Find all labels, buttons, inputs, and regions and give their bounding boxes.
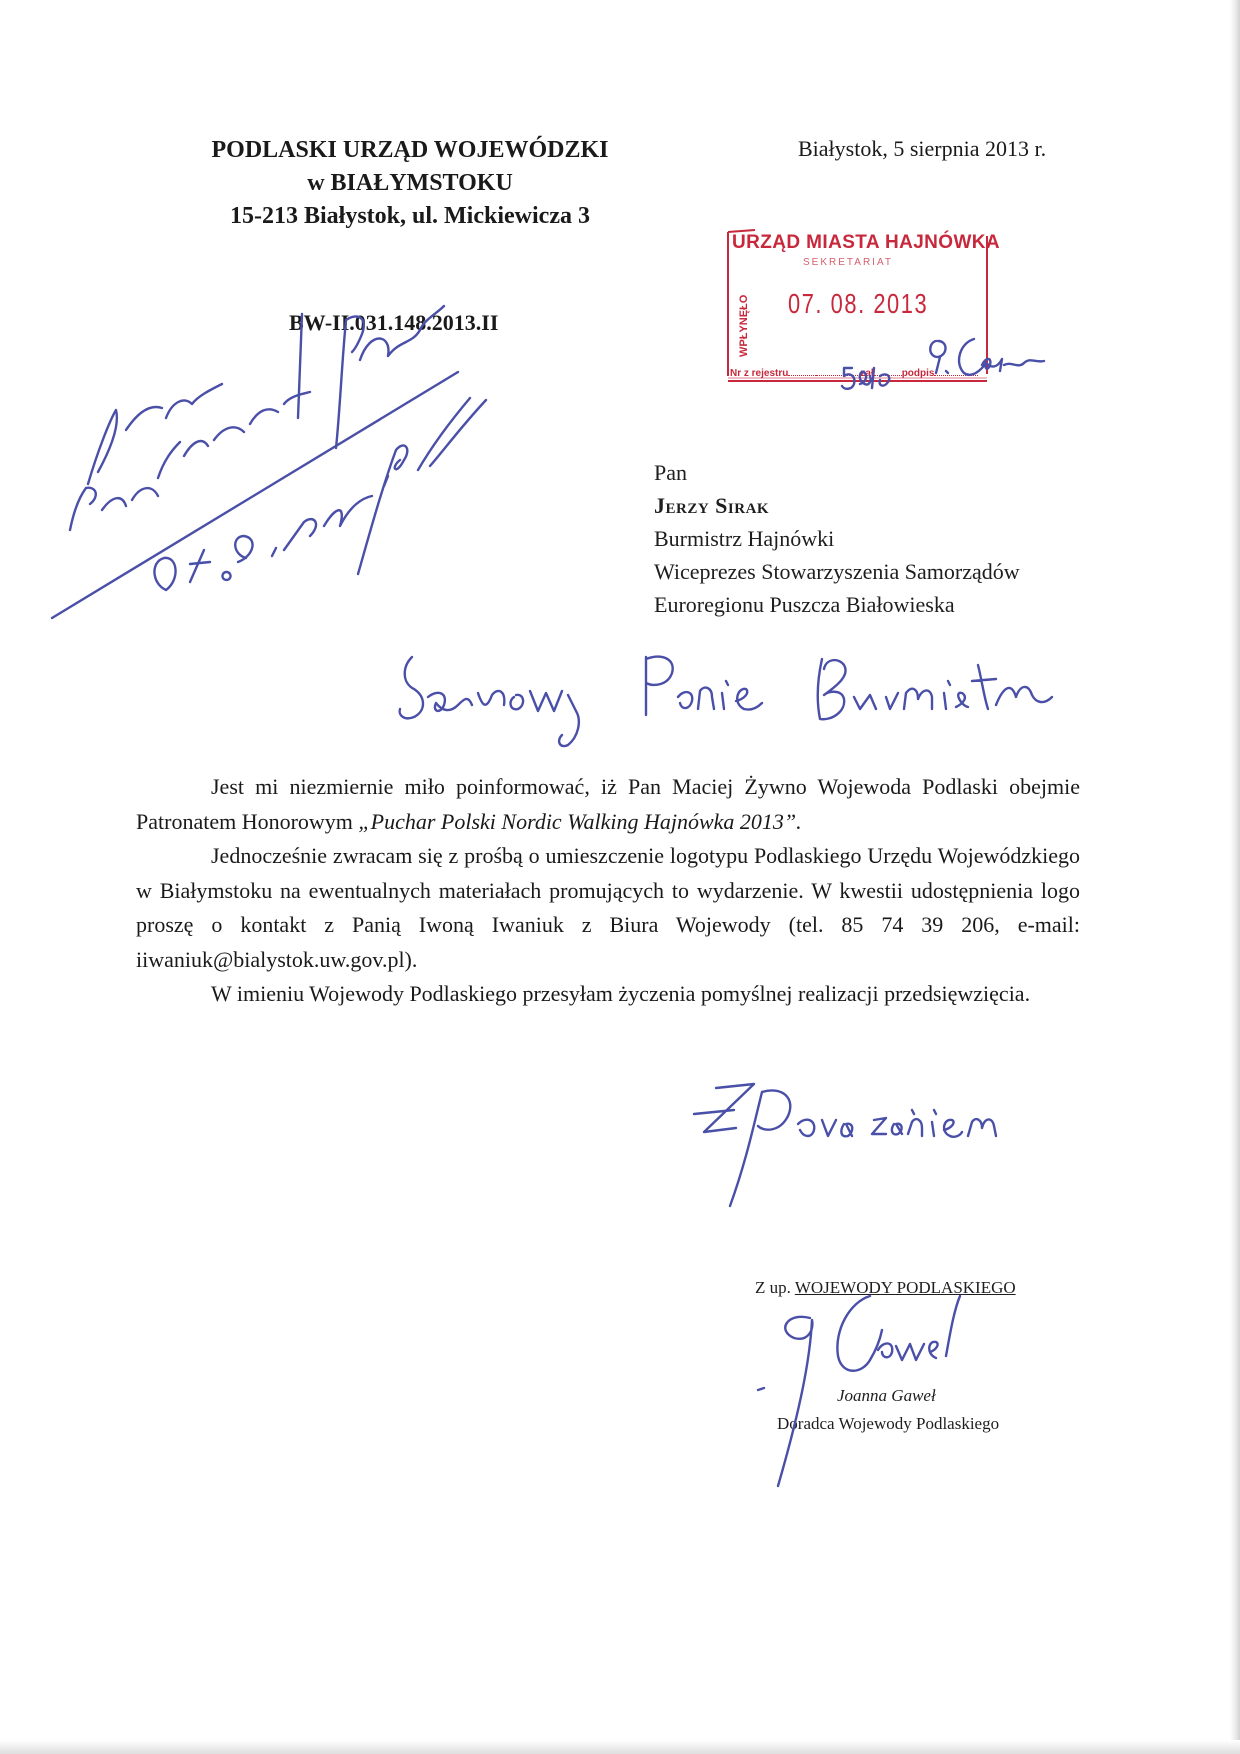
stamp-signature-label: podpis [901, 368, 935, 379]
sender-header [160, 134, 660, 233]
on-behalf-prefix: Z up. [755, 1278, 795, 1297]
addressee-block [654, 456, 1020, 621]
on-behalf-name: WOJEWODY PODLASKIEGO [794, 1278, 1016, 1297]
body-paragraph-wishes: W imieniu Wojewody Podlaskiego przesyłam życzenia pomyślnej realizacji przedsięwzięcia. [211, 981, 1031, 1006]
sender-office-name: PODLASKI URZĄD WOJEWÓDZKI [211, 137, 609, 163]
stamp-office: URZĄD MIASTA HAJNÓWKA [732, 232, 1001, 253]
sender-city: w BIAŁYMSTOKU [307, 170, 513, 196]
stamp-attachments-label: zał [860, 368, 874, 379]
stamp-department: SEKRETARIAT [803, 257, 893, 268]
body-paragraph-patronage-text: Jest mi niezmiernie miło poinformować, iż Pan Maciej Żywno Wojewoda Podlaski obejmie Patronatem Honorowym [136, 774, 1080, 834]
body-paragraph-patronage [136, 770, 1080, 839]
addressee-name: Jerzy Sirak [654, 493, 770, 518]
addressee-position: Burmistrz Hajnówki [654, 526, 835, 551]
reference-number: BW-II.031.148.2013.II [289, 310, 499, 335]
addressee-euroregion: Euroregionu Puszcza Białowieska [654, 592, 955, 617]
addressee-title: Pan [654, 460, 687, 485]
handwritten-salutation [392, 645, 1060, 750]
letter-date: Białystok, 5 sierpnia 2013 r. [798, 136, 1047, 161]
addressee-association: Wiceprezes Stowarzyszenia Samorządów [654, 559, 1020, 584]
signer-name: Joanna Gaweł [837, 1386, 936, 1405]
letter-body [136, 770, 1080, 1012]
event-name: „Puchar Polski Nordic Walking Hajnówka 2013”. [358, 808, 802, 834]
handwritten-register-signature [900, 335, 1050, 395]
sender-address: 15-213 Białystok, ul. Mickiewicza 3 [230, 203, 590, 229]
signer-role: Doradca Wojewody Podlaskiego [777, 1414, 1000, 1433]
handwritten-signature [738, 1290, 998, 1490]
stamp-date: 07. 08. 2013 [788, 288, 929, 319]
stamp-received-label: WPŁYNĘŁO [738, 294, 750, 357]
handwritten-margin-decree [40, 300, 540, 630]
stamp-register-label: Nr z rejestru [730, 368, 789, 379]
handwritten-closing [690, 1080, 1020, 1210]
handwritten-register-number [840, 364, 900, 394]
scan-edge-bottom [0, 1740, 1240, 1754]
body-paragraph-logo-request: Jednocześnie zwracam się z prośbą o umieszczenie logotypu Podlaskiego Urzędu Wojewódzkiego w Białymstoku na ewentualnych materiałach promujących to wydarzenie. W kwestii udostępnienia logo proszę o kontakt z Panią Iwoną Iwaniuk z Biura Wojewody (tel. 85 74 39 206, e-mail: iiwaniuk@bialystok.uw.gov.pl). [136, 843, 1080, 972]
scan-edge-right [1230, 0, 1240, 1754]
